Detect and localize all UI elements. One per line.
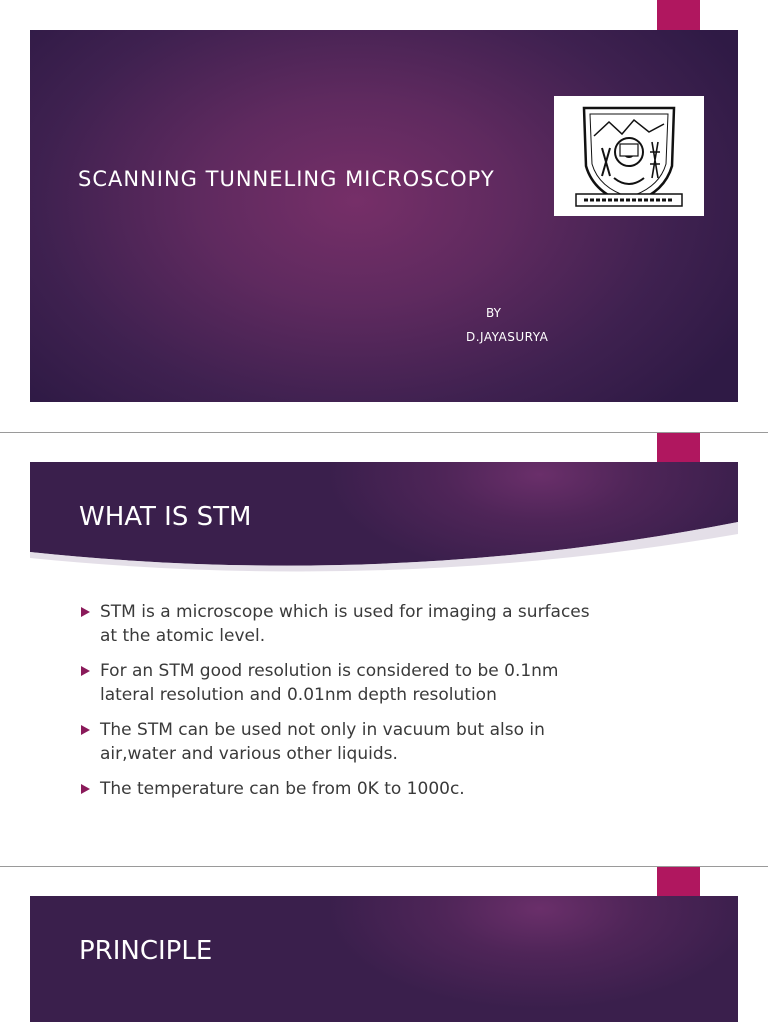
bullet-arrow-icon <box>81 725 90 735</box>
author-name: D.JAYASURYA <box>466 330 549 344</box>
slide-title: PRINCIPLE <box>79 936 213 966</box>
bullet-list <box>30 600 738 812</box>
page-divider <box>0 432 768 433</box>
bullet-text: For an STM good resolution is considered to be 0.1nm lateral resolution and 0.01nm depth resolution <box>100 661 559 705</box>
slide-title: WHAT IS STM <box>79 502 252 532</box>
content-slide <box>30 462 738 842</box>
title-slide <box>30 30 738 402</box>
page-divider <box>0 866 768 867</box>
college-emblem-icon <box>554 96 704 216</box>
list-item <box>30 600 600 648</box>
bullet-text: STM is a microscope which is used for imaging a surfaces at the atomic level. <box>100 602 590 646</box>
header-band <box>30 896 738 1022</box>
bullet-text: The STM can be used not only in vacuum but also in air,water and various other liquids. <box>100 720 545 764</box>
list-item <box>30 659 600 707</box>
bullet-text: The temperature can be from 0K to 1000c. <box>100 779 465 799</box>
list-item <box>30 777 600 801</box>
bullet-arrow-icon <box>81 784 90 794</box>
by-label: BY <box>486 306 501 320</box>
content-slide <box>30 896 738 1024</box>
bullet-arrow-icon <box>81 607 90 617</box>
presentation-title: SCANNING TUNNELING MICROSCOPY <box>78 167 495 191</box>
bullet-arrow-icon <box>81 666 90 676</box>
list-item <box>30 718 600 766</box>
header-band <box>30 462 738 588</box>
